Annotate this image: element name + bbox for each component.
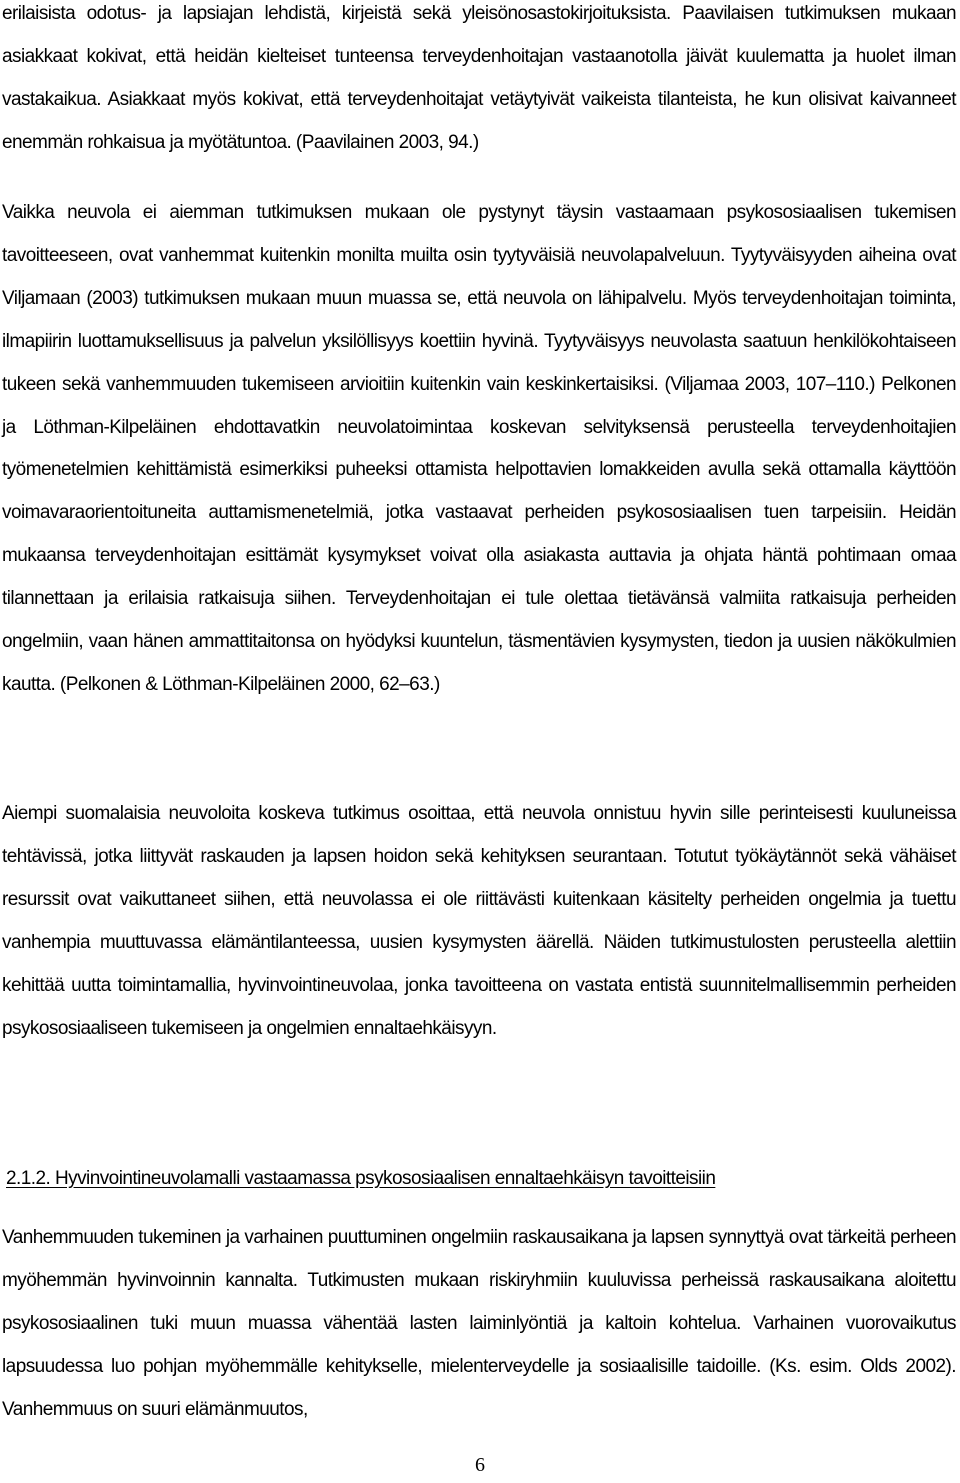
section-heading-text: 2.1.2. Hyvinvointineuvolamalli vastaamassa psykososiaalisen ennaltaehkäisyn tavoitteisiin — [6, 1168, 716, 1189]
paragraph-3: Aiempi suomalaisia neuvoloita koskeva tutkimus osoittaa, että neuvola onnistuu hyvin sille perinteisesti kuuluneissa tehtävissä, jotka liittyvät raskauden ja lapsen hoidon sekä kehityksen seurantaan. Totutut työkäytännöt sekä vähäiset resurssit ovat vaikuttaneet siihen, että neuvolassa ei ole riittävästi kuitenkaan käsitelty perheiden ongelmia ja tuettu vanhempia muuttuvassa elämäntilanteessa, uusien kysymysten äärellä. Näiden tutkimustulosten perusteella alettiin kehittää uutta toimintamallia, hyvinvointineuvolaa, jonka tavoitteena on vastata entistä suunnitelmallisemmin perheiden psykososiaaliseen tukemiseen ja ongelmien ennaltaehkäisyyn. — [2, 803, 956, 1039]
paragraph-1: erilaisista odotus- ja lapsiajan lehdistä, kirjeistä sekä yleisönosastokirjoituksista. Paavilaisen tutkimuksen mukaan asiakkaat kokivat, että heidän kielteiset tunteensa terveydenhoitajan vastaanotolla jäivät kuulematta ja huolet ilman vastakaikua. Asiakkaat myös kokivat, että terveydenhoitajat vetäytyivät vaikeista tilanteista, he kun olisivat kaivanneet enemmän rohkaisua ja myötätuntoa. (Paavilainen 2003, 94.) — [2, 3, 956, 153]
section-heading — [6, 1158, 906, 1201]
paragraph-2: Vaikka neuvola ei aiemman tutkimuksen mukaan ole pystynyt täysin vastaamaan psykososiaalisen tukemisen tavoitteeseen, ovat vanhemmat kuitenkin monilta muilta osin tyytyväisiä neuvolapalveluun. Tyytyväisyyden aiheina ovat Viljamaan (2003) tutkimuksen mukaan muun muassa se, että neuvola on lähipalvelu. Myös terveydenhoitajan toiminta, ilmapiirin luottamuksellisuus ja palvelun yksilöllisyys koettiin hyvinä. Tyytyväisyys neuvolasta saatuun henkilökohtaiseen tukeen sekä vanhemmuuden tukemiseen arvioitiin kuitenkin vain keskinkertaisiksi. (Viljamaa 2003, 107–110.) Pelkonen ja Löthman-Kilpeläinen ehdottavatkin neuvolatoimintaa koskevan selvityksensä perusteella terveydenhoitajien työmenetelmien kehittämistä esimerkiksi puheeksi ottamista helpottavien lomakkeiden avulla sekä ottamalla käyttöön voimavaraorientoituneita auttamismenetelmiä, jotka vastaavat perheiden psykososiaalisen tuen tarpeisiin. Heidän mukaansa terveydenhoitajan esittämät kysymykset voivat olla asiakasta auttavia ja ohjata häntä pohtimaan omaa tilannettaan ja erilaisia ratkaisuja siihen. Terveydenhoitajan ei tule olettaa tietävänsä valmiita ratkaisuja perheiden ongelmiin, vaan hänen ammattitaitonsa on hyödyksi kuuntelun, täsmentävien kysymysten, tiedon ja uusien näkökulmien kautta. (Pelkonen & Löthman-Kilpeläinen 2000, 62–63.) — [2, 202, 956, 695]
paragraph-4: Vanhemmuuden tukeminen ja varhainen puuttuminen ongelmiin raskausaikana ja lapsen synnyttyä ovat tärkeitä perheen myöhemmän hyvinvoinnin kannalta. Tutkimusten mukaan riskiryhmiin kuuluvissa perheissä raskausaikana aloitettu psykososiaalinen tuki muun muassa vähentää lasten laiminlyöntiä ja kaltoin kohtelua. Varhainen vuorovaikutus lapsuudessa luo pohjan myöhemmälle kehitykselle, mielenterveydelle ja sosiaalisille taidoille. (Ks. esim. Olds 2002). Vanhemmuus on suuri elämänmuutos, — [2, 1227, 956, 1420]
page-number: 6 — [475, 1454, 485, 1476]
